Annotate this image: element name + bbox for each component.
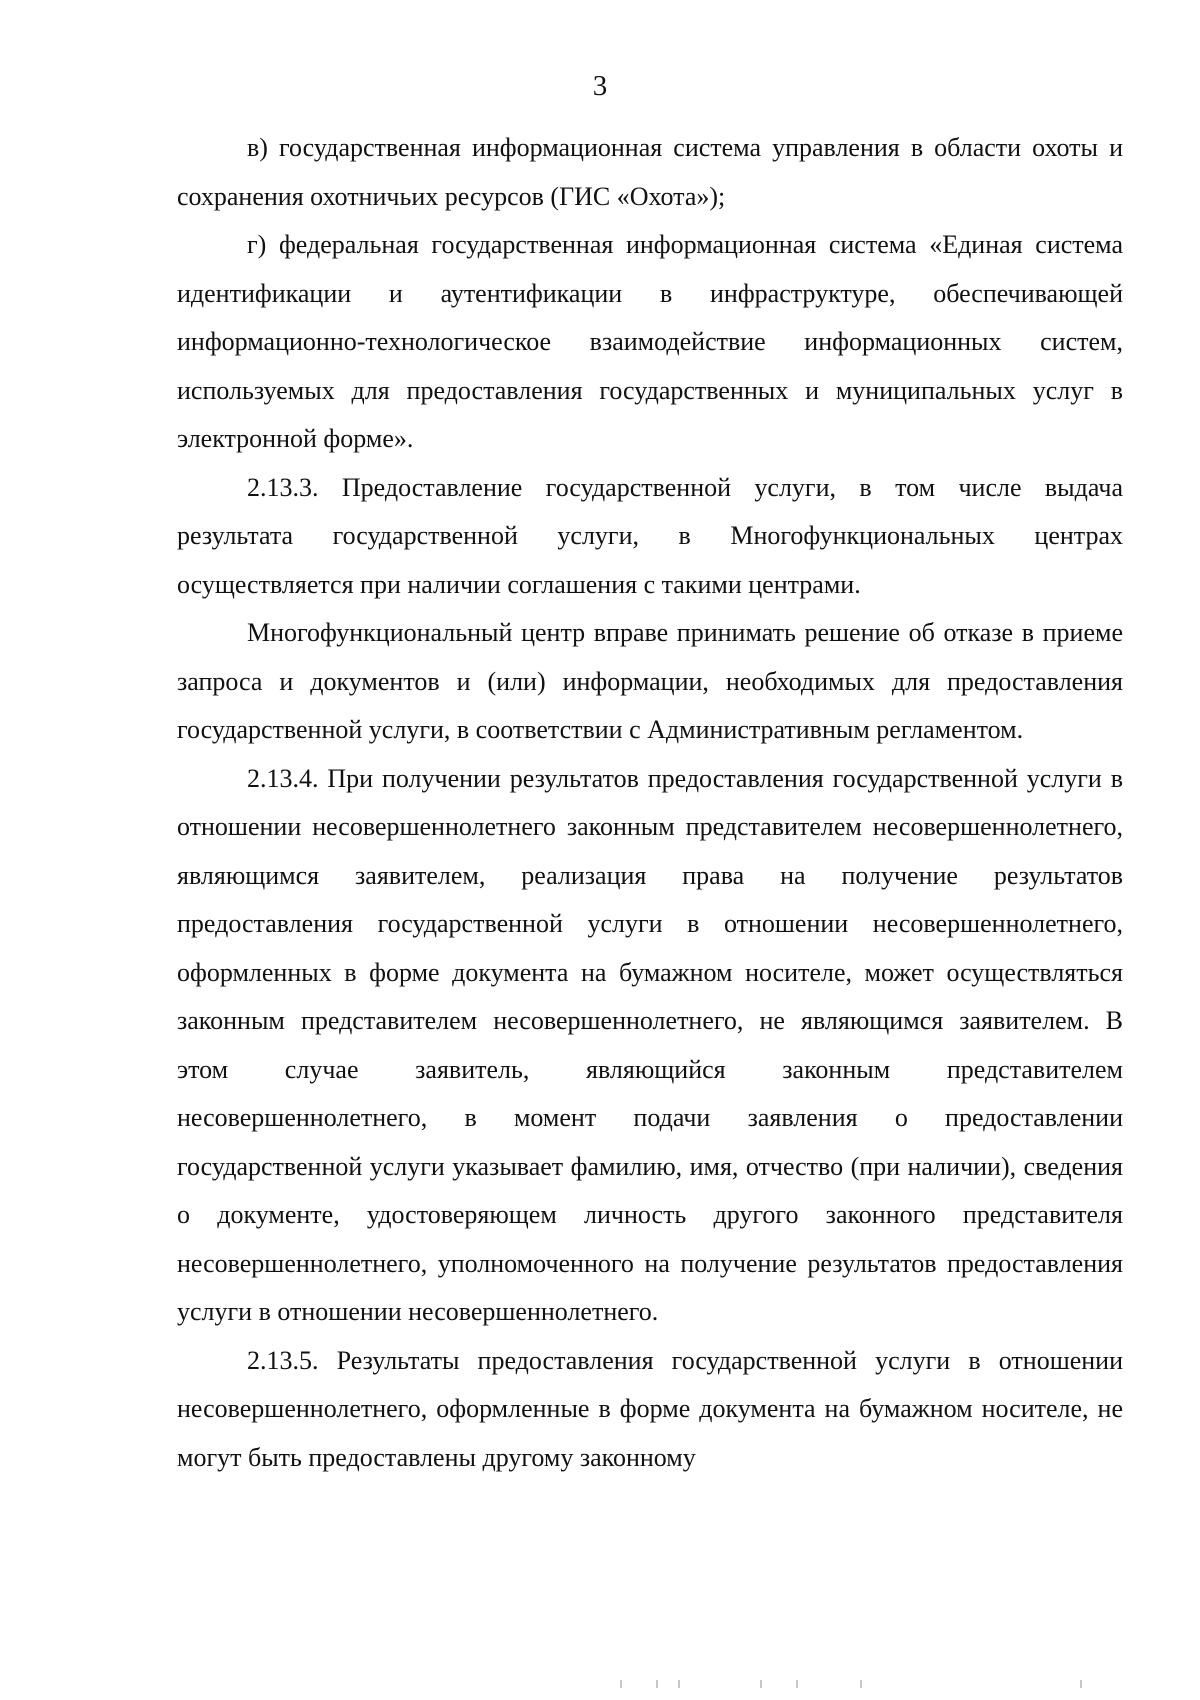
document-body bbox=[177, 124, 1123, 1482]
scan-edge-marks bbox=[560, 1680, 1160, 1690]
paragraph-item-v: в) государственная информационная система управления в области охоты и сохранения охотничьих ресурсов (ГИС «Охота»); bbox=[177, 133, 1123, 211]
paragraph-2-13-3: 2.13.3. Предоставление государственной услуги, в том числе выдача результата государственной услуги, в Многофункциональных центрах осуществляется при наличии соглашения с такими центрами. bbox=[177, 472, 1123, 599]
paragraph-mfc-refusal: Многофункциональный центр вправе принимать решение об отказе в приеме запроса и документов и (или) информации, необходимых для предоставления государственной услуги, в соответствии с Административным регламентом. bbox=[177, 618, 1123, 744]
paragraph-2-13-5: 2.13.5. Результаты предоставления государственной услуги в отношении несовершеннолетнего, оформленные в форме документа на бумажном носителе, не могут быть предоставлены другому законному bbox=[177, 1345, 1123, 1472]
paragraph-2-13-4: 2.13.4. При получении результатов предоставления государственной услуги в отношении несовершеннолетнего законным представителем несовершеннолетнего, являющимся заявителем, реализация права на получение результатов предоставления государственной услуги в отношении несовершеннолетнего, оформленных в форме документа на бумажном носителе, может осуществляться законным представителем несовершеннолетнего, не являющимся заявителем. В этом случае заявитель, являющийся законным представителем несовершеннолетнего, в момент подачи заявления о предоставлении государственной услуги указывает фамилию, имя, отчество (при наличии), сведения о документе, удостоверяющем личность другого законного представителя несовершеннолетнего, уполномоченного на получение результатов предоставления услуги в отношении несовершеннолетнего. bbox=[177, 763, 1123, 1326]
paragraph-item-g: г) федеральная государственная информационная система «Единая система идентификации и аутентификации в инфраструктуре, обеспечивающей информационно-технологическое взаимодействие информационных систем, используемых для предоставления государственных и муниципальных услуг в электронной форме». bbox=[177, 230, 1123, 453]
page-number: 3 bbox=[592, 70, 608, 102]
